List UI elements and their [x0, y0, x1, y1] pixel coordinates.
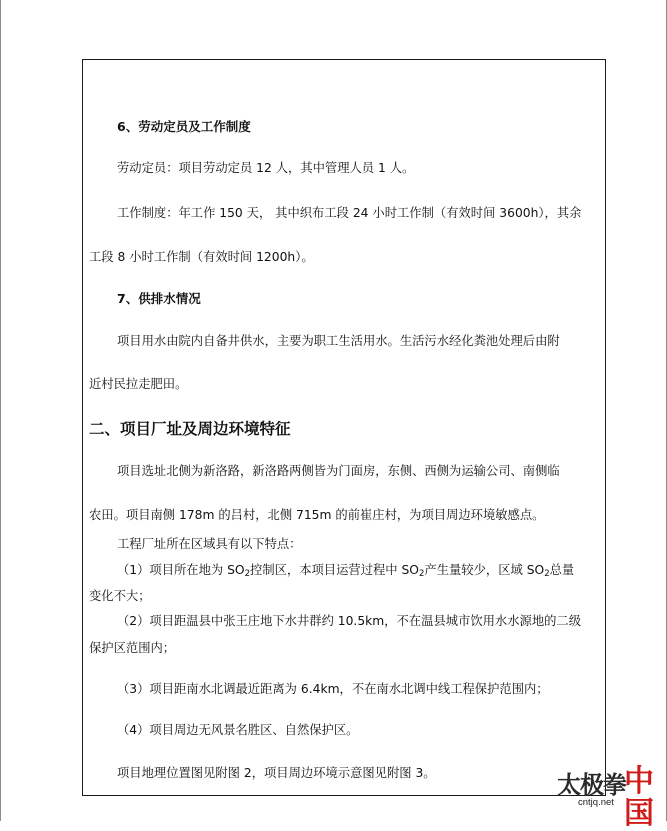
work-schedule-line-1: 工作制度：年工作 150 天， 其中织布工段 24 小时工作制（有效时间 3600h），其余 — [117, 206, 582, 220]
figure-reference: 项目地理位置图见附图 2，项目周边环境示意图见附图 3。 — [117, 766, 436, 780]
left-page-edge — [0, 0, 1, 821]
section-7-heading: 7、供排水情况 — [117, 291, 201, 306]
staffing-paragraph: 劳动定员：项目劳动定员 12 人，其中管理人员 1 人。 — [117, 161, 415, 175]
site-description-line-2: 农田。项目南侧 178m 的吕村，北侧 715m 的前崔庄村，为项目周边环境敏感点。 — [89, 508, 545, 522]
section-2-heading: 二、项目厂址及周边环境特征 — [89, 420, 291, 438]
work-schedule-line-2: 工段 8 小时工作制（有效时间 1200h）。 — [89, 250, 314, 264]
features-intro: 工程厂址所在区域具有以下特点： — [117, 537, 302, 551]
feature-2-line-1: （2）项目距温县中张王庄地下水井群约 10.5km，不在温县城市饮用水水源地的二级 — [117, 614, 582, 628]
water-supply-line-2: 近村民拉走肥田。 — [89, 377, 188, 391]
feature-1-line-1: （1）项目所在地为 $SO_2$控制区，本项目运营过程中 $SO_2$产生量较少，区域 $SO_2$总量 — [117, 563, 575, 579]
water-supply-line-1: 项目用水由院内自备井供水，主要为职工生活用水。生活污水经化粪池处理后由附 — [117, 334, 560, 348]
watermark-url: cntjq.net — [578, 797, 614, 808]
watermark-logo-text: 太极拳 — [557, 770, 626, 799]
site-description-line-1: 项目选址北侧为新洛路，新洛路两侧皆为门面房，东侧、西侧为运输公司、南侧临 — [117, 464, 560, 478]
feature-2-line-2: 保护区范围内； — [89, 641, 176, 655]
feature-3: （3）项目距南水北调最近距离为 6.4km，不在南水北调中线工程保护范围内； — [117, 682, 549, 696]
feature-1-line-2: 变化不大； — [89, 589, 151, 603]
feature-4: （4）项目周边无风景名胜区、自然保护区。 — [117, 723, 359, 737]
section-6-heading: 6、劳动定员及工作制度 — [117, 119, 251, 134]
watermark-logo-accent: 中国 — [624, 764, 654, 831]
